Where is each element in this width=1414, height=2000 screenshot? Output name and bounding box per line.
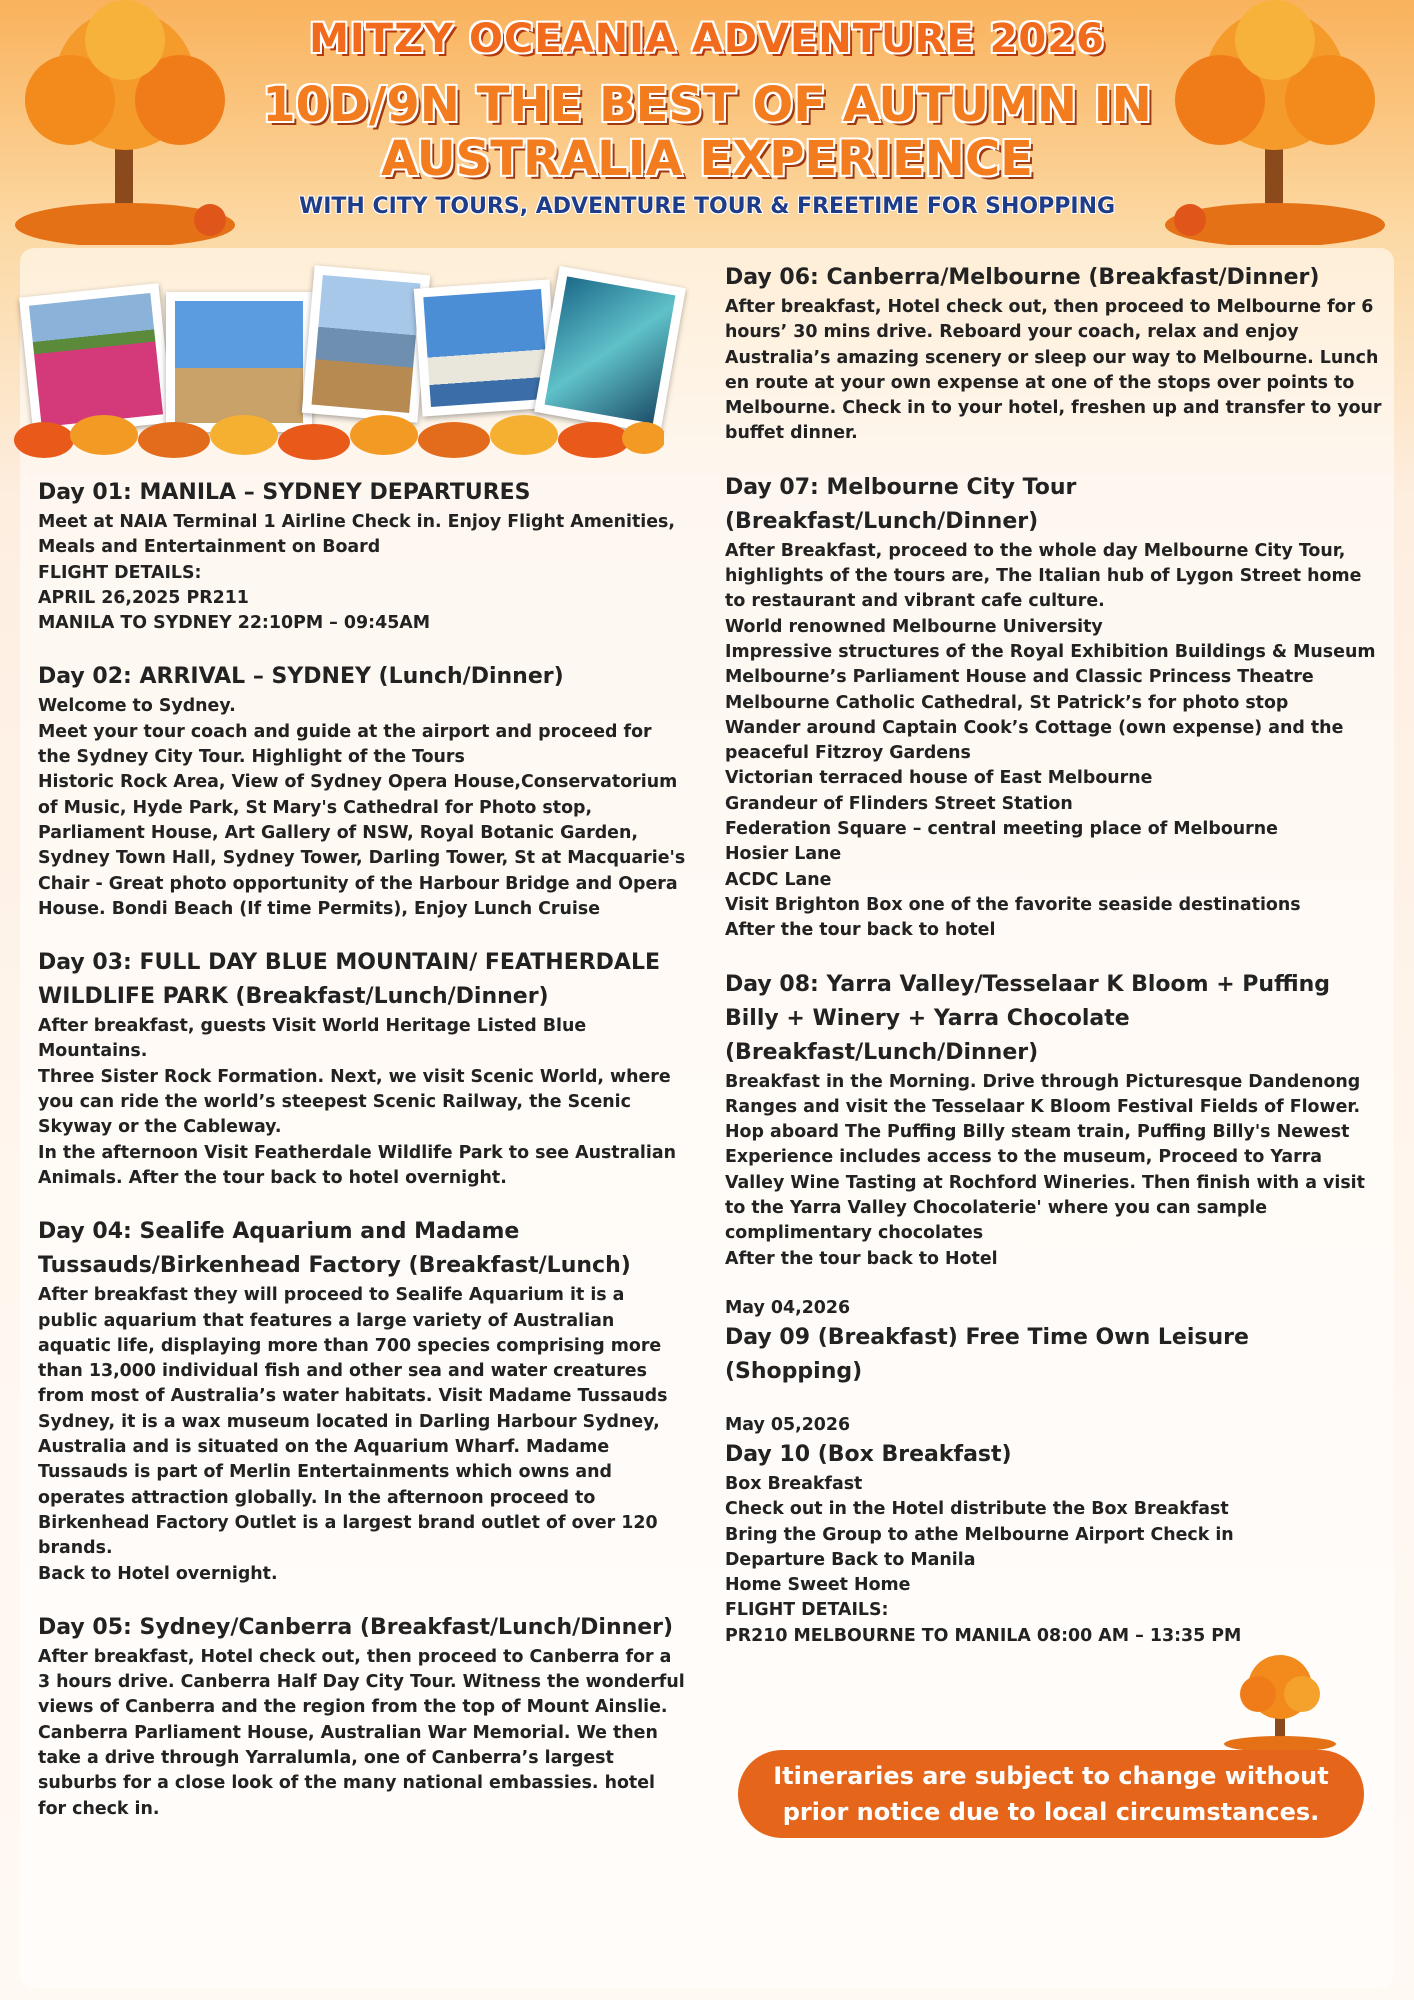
day-line: Box Breakfast bbox=[725, 1473, 863, 1494]
day-line: Visit Brighton Box one of the favorite seaside destinations bbox=[725, 894, 1301, 915]
autumn-leaves-decoration bbox=[14, 380, 664, 470]
disclaimer-notice: Itineraries are subject to change without prior notice due to local circumstances. bbox=[738, 1750, 1364, 1838]
day-01 bbox=[38, 476, 688, 636]
day-title: Day 05: Sydney/Canberra (Breakfast/Lunch/Dinner) bbox=[38, 1614, 674, 1640]
day-line: APRIL 26,2025 PR211 bbox=[38, 587, 249, 608]
day-title: Day 03: FULL DAY BLUE MOUNTAIN/ FEATHERDALE WILDLIFE PARK (Breakfast/Lunch/Dinner) bbox=[38, 950, 661, 1010]
day-line: Wander around Captain Cook’s Cottage (own expense) and the peaceful Fitzroy Gardens bbox=[725, 717, 1344, 764]
day-title: Day 02: ARRIVAL – SYDNEY (Lunch/Dinner) bbox=[38, 664, 564, 690]
day-line: Federation Square – central meeting place of Melbourne bbox=[725, 819, 1278, 840]
day-line: Hosier Lane bbox=[725, 844, 842, 865]
page-title: MITZY OCEANIA ADVENTURE 2026 bbox=[309, 16, 1105, 62]
day-line: Victorian terraced house of East Melbourne bbox=[725, 768, 1153, 789]
day-line: Impressive structures of the Royal Exhibition Buildings & Museum bbox=[725, 641, 1376, 662]
day-line: Melbourne’s Parliament House and Classic Princess Theatre bbox=[725, 667, 1314, 688]
day-line: PR210 MELBOURNE TO MANILA 08:00 AM – 13:35 PM bbox=[725, 1625, 1242, 1646]
day-line: World renowned Melbourne University bbox=[725, 616, 1103, 637]
subtitle-line-1: 10D/9N THE BEST OF AUTUMN IN bbox=[262, 77, 1152, 133]
day-line: Bring the Group to athe Melbourne Airport Check in bbox=[725, 1524, 1234, 1545]
day-line: Historic Rock Area, View of Sydney Opera House,Conservatorium of Music, Hyde Park, St Mary's Cathedral for Photo stop, Parliament House, Art Gallery of NSW, Royal Botanic Garden, Sydney Town Hall, Sydney Tower, Darling Tower, St at Macquarie's Chair - Great photo opportunity of the Harbour Bridge and Opera House. Bondi Beach (If time Permits), Enjoy Lunch Cruise bbox=[38, 772, 686, 919]
day-title: Day 01: MANILA – SYDNEY DEPARTURES bbox=[38, 480, 531, 505]
itinerary-right-column bbox=[725, 261, 1385, 1673]
day-line: After Breakfast, proceed to the whole day Melbourne City Tour, highlights of the tours are, The Italian hub of Lygon Street home to restaurant and vibrant cafe culture. bbox=[725, 540, 1362, 612]
day-title: Day 04: Sealife Aquarium and Madame Tussauds/Birkenhead Factory (Breakfast/Lunch) bbox=[38, 1219, 631, 1279]
day-line: Grandeur of Flinders Street Station bbox=[725, 793, 1073, 814]
day-05 bbox=[38, 1611, 688, 1822]
tagline: WITH CITY TOURS, ADVENTURE TOUR & FREETIME FOR SHOPPING bbox=[298, 194, 1116, 219]
day-03 bbox=[38, 946, 688, 1191]
day-line: After breakfast, guests Visit World Heritage Listed Blue Mountains. bbox=[38, 1016, 587, 1062]
day-02 bbox=[38, 660, 688, 922]
day-line: Back to Hotel overnight. bbox=[38, 1563, 278, 1584]
day-line: Meet your tour coach and guide at the airport and proceed for the Sydney City Tour. Highlight of the Tours bbox=[38, 721, 652, 768]
day-06 bbox=[725, 261, 1385, 447]
day-09 bbox=[725, 1296, 1385, 1389]
small-autumn-tree-illustration bbox=[1220, 1652, 1340, 1752]
day-title: Day 09 (Breakfast) Free Time Own Leisure (Shopping) bbox=[725, 1324, 1249, 1384]
day-line: Melbourne Catholic Cathedral, St Patrick’s for photo stop bbox=[725, 692, 1289, 713]
day-line: Departure Back to Manila bbox=[725, 1549, 976, 1570]
day-line: In the afternoon Visit Featherdale Wildlife Park to see Australian Animals. After the tour back to hotel overnight. bbox=[38, 1142, 676, 1188]
day-04 bbox=[38, 1215, 688, 1587]
day-line: After breakfast, Hotel check out, then proceed to Canberra for a 3 hours drive. Canberra Half Day City Tour. Witness the wonderful views of Canberra and the region from the top of Mount Ainslie. Canberra Parliament House, Australian War Memorial. We then take a drive through Yarralumla, one of Canberra’s largest suburbs for a close look of the many national embassies. hotel for check in. bbox=[38, 1646, 685, 1819]
day-line: Three Sister Rock Formation. Next, we visit Scenic World, where you can ride the world’s steepest Scenic Railway, the Scenic Skyway or the Cableway. bbox=[38, 1066, 671, 1138]
page-subtitle bbox=[0, 78, 1414, 186]
day-line: After the tour back to hotel bbox=[725, 920, 996, 941]
day-date: May 05,2026 bbox=[725, 1414, 851, 1435]
day-10 bbox=[725, 1413, 1385, 1649]
day-line: Check out in the Hotel distribute the Box Breakfast bbox=[725, 1499, 1229, 1520]
day-line: Meet at NAIA Terminal 1 Airline Check in. Enjoy Flight Amenities, Meals and Entertainment on Board bbox=[38, 512, 675, 558]
day-line: FLIGHT DETAILS: bbox=[38, 562, 202, 583]
header bbox=[0, 0, 1414, 250]
day-title: Day 07: Melbourne City Tour (Breakfast/Lunch/Dinner) bbox=[725, 474, 1077, 534]
day-07 bbox=[725, 471, 1385, 944]
day-line: ACDC Lane bbox=[725, 869, 832, 890]
day-title: Day 06: Canberra/Melbourne (Breakfast/Dinner) bbox=[725, 265, 1320, 290]
day-line: After breakfast they will proceed to Sealife Aquarium it is a public aquarium that features a large variety of Australian aquatic life, displaying more than 700 species comprising more than 13,000 individual fish and other sea and water creatures from most of Australia’s water habitats. Visit Madame Tussauds Sydney, it is a wax museum located in Darling Harbour Sydney, Australia and is situated on the Aquarium Wharf. Madame Tussauds is part of Merlin Entertainments which owns and operates attraction globally. In the afternoon proceed to Birkenhead Factory Outlet is a largest brand outlet of over 120 brands. bbox=[38, 1285, 668, 1559]
day-line: Home Sweet Home bbox=[725, 1575, 911, 1596]
day-line: MANILA TO SYDNEY 22:10PM – 09:45AM bbox=[38, 613, 431, 634]
day-line: Breakfast in the Morning. Drive through Picturesque Dandenong Ranges and visit the Tesselaar K Bloom Festival Fields of Flower. Hop aboard The Puffing Billy steam train, Puffing Billy's Newest Experience includes access to the museum, Proceed to Yarra Valley Wine Tasting at Rochford Wineries. Then finish with a visit to the Yarra Valley Chocolaterie' where you can sample complimentary chocolates bbox=[725, 1071, 1365, 1244]
day-08 bbox=[725, 968, 1385, 1272]
day-line: FLIGHT DETAILS: bbox=[725, 1600, 889, 1621]
day-title: Day 08: Yarra Valley/Tesselaar K Bloom + Puffing Billy + Winery + Yarra Chocolate (Breakfast/Lunch/Dinner) bbox=[725, 971, 1331, 1065]
itinerary-left-column bbox=[38, 476, 688, 1846]
subtitle-line-2: AUSTRALIA EXPERIENCE bbox=[381, 131, 1033, 187]
day-line: After the tour back to Hotel bbox=[725, 1248, 998, 1269]
day-title: Day 10 (Box Breakfast) bbox=[725, 1441, 1012, 1467]
day-line: Welcome to Sydney. bbox=[38, 696, 236, 717]
day-line: After breakfast, Hotel check out, then proceed to Melbourne for 6 hours’ 30 mins drive. Reboard your coach, relax and enjoy Australia’s amazing scenery or sleep our way to Melbourne. Lunch en route at your own expense at one of the stops over points to Melbourne. Check in to your hotel, freshen up and transfer to your buffet dinner. bbox=[725, 297, 1382, 444]
day-date: May 04,2026 bbox=[725, 1297, 851, 1318]
